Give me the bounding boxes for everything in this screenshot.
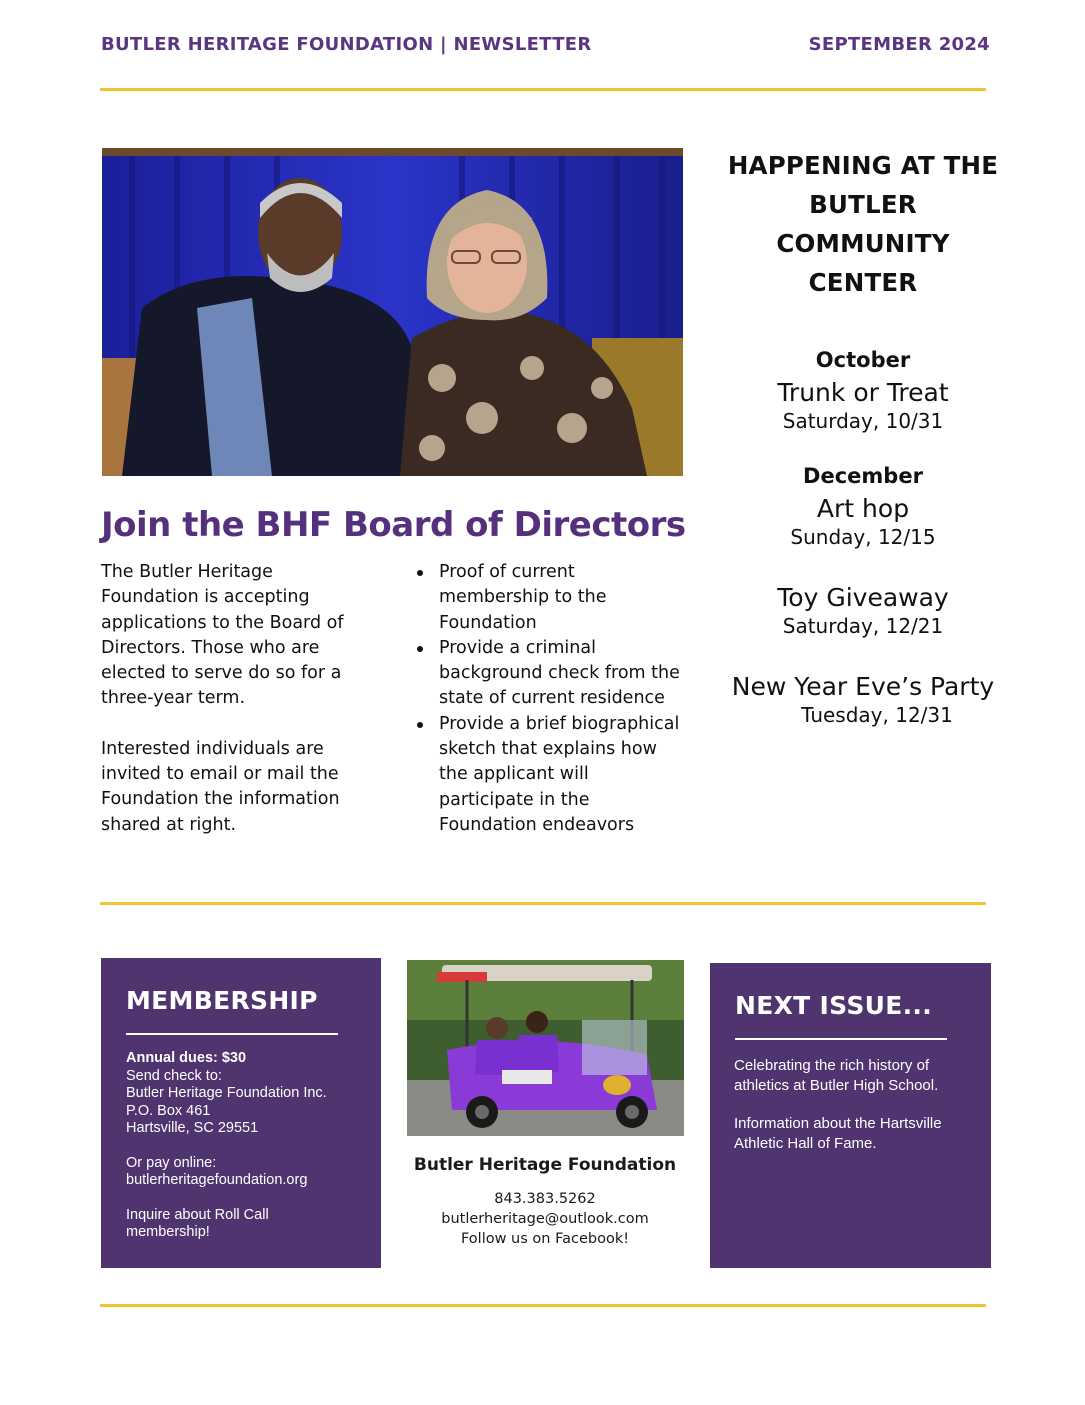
next-issue-item: Celebrating the rich history of athletics at Butler High School. xyxy=(734,1057,939,1094)
event-name: Trunk or Treat xyxy=(777,378,949,407)
event-date: Sunday, 12/15 xyxy=(790,525,936,549)
event-month-december: December xyxy=(803,464,923,488)
contact-email[interactable]: butlerheritage@outlook.com xyxy=(441,1211,649,1227)
contact-phone[interactable]: 843.383.5262 xyxy=(494,1191,596,1207)
board-intro-column xyxy=(101,560,371,863)
event-date: Saturday, 10/31 xyxy=(782,409,944,433)
gold-divider-bottom xyxy=(100,1304,986,1307)
event-month-october: October xyxy=(815,348,911,372)
membership-underline xyxy=(126,1033,338,1035)
requirement-item: Provide a brief biographical sketch that explains how the applicant will participate in the Foundation endeavors xyxy=(415,712,685,838)
contact-block xyxy=(390,1155,700,1249)
membership-title: MEMBERSHIP xyxy=(126,986,318,1015)
next-issue-item: Information about the Hartsville Athletic Hall of Fame. xyxy=(734,1115,942,1152)
golf-cart-parade-photo xyxy=(407,960,684,1136)
next-issue-underline xyxy=(735,1038,947,1040)
gold-divider-middle xyxy=(100,902,986,905)
foundation-name: Butler Heritage Foundation xyxy=(413,1155,677,1175)
board-section-title: Join the BHF Board of Directors xyxy=(101,505,686,545)
newsletter-header-title: BUTLER HERITAGE FOUNDATION | NEWSLETTER xyxy=(101,34,592,55)
requirements-list xyxy=(415,560,685,838)
event-name: New Year Eve’s Party xyxy=(731,672,995,701)
requirement-item: Proof of current membership to the Foundation xyxy=(415,560,685,636)
membership-website: butlerheritagefoundation.org xyxy=(126,1172,308,1188)
event-name: Art hop xyxy=(816,494,910,523)
next-issue-title: NEXT ISSUE... xyxy=(735,991,932,1020)
newsletter-issue-date: SEPTEMBER 2024 xyxy=(808,34,990,55)
annual-dues: Annual dues: $30 xyxy=(126,1050,247,1066)
next-issue-details xyxy=(734,1056,974,1153)
board-requirements-column xyxy=(415,560,685,838)
event-date: Tuesday, 12/31 xyxy=(801,703,953,727)
membership-panel xyxy=(101,958,381,1268)
next-issue-panel xyxy=(710,963,991,1268)
board-intro-paragraph: The Butler Heritage Foundation is accepting applications to the Board of Directors. Those who are elected to serve do so for a three-year term. xyxy=(101,562,344,709)
events-sidebar xyxy=(722,146,1004,727)
gold-divider-top xyxy=(100,88,986,91)
requirement-item: Provide a criminal background check from the state of current residence xyxy=(415,636,685,712)
events-title: HAPPENING AT THE BUTLER COMMUNITY CENTER xyxy=(727,151,999,297)
board-invite-paragraph: Interested individuals are invited to email or mail the Foundation the information shared at right. xyxy=(101,738,340,835)
event-date: Saturday, 12/21 xyxy=(782,614,944,638)
membership-details: Annual dues: $30 Send check to: Butler Heritage Foundation Inc. P.O. Box 461 Hartsville, SC 29551 Or pay online: butlerheritagefoundation.org Inquire about Roll Call membership! xyxy=(126,1050,371,1242)
board-members-photo xyxy=(102,148,683,476)
facebook-prompt: Follow us on Facebook! xyxy=(460,1231,630,1247)
event-name: Toy Giveaway xyxy=(777,583,949,612)
